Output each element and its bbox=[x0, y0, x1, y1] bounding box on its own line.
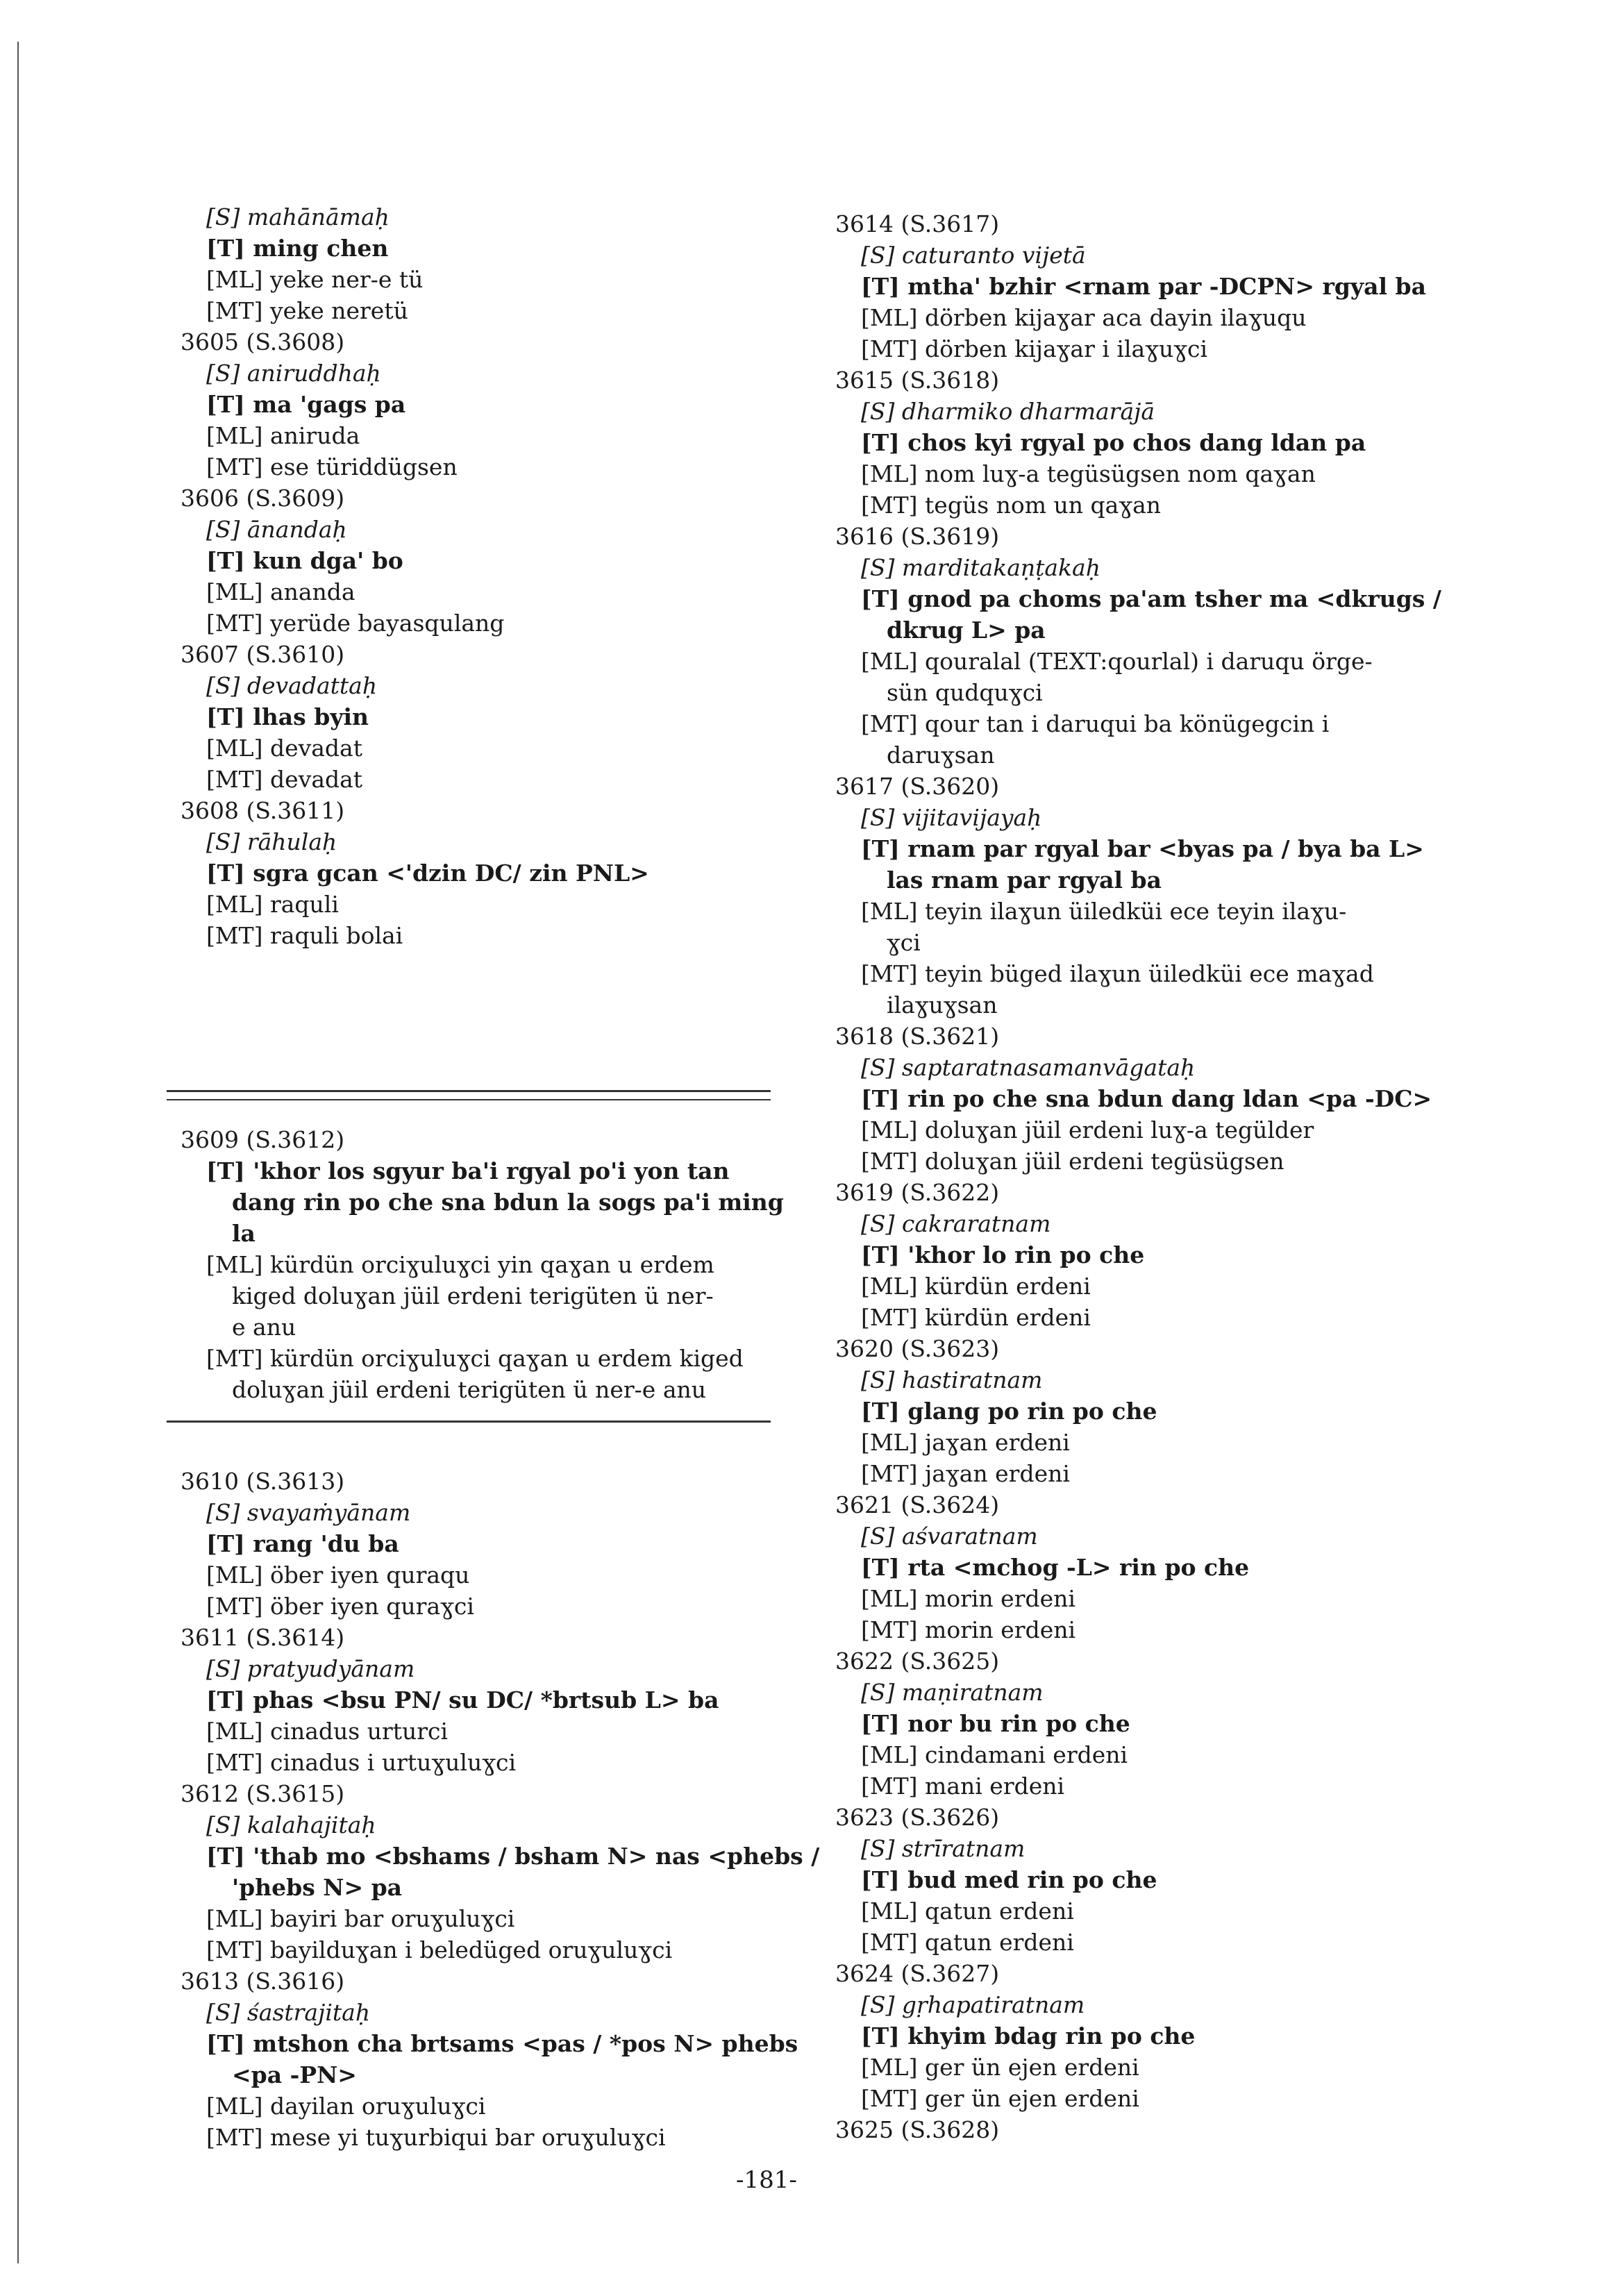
entry-line: [ML] kürdün orciɣuluɣci yin qaɣan u erdem bbox=[206, 1251, 714, 1278]
entry-line: [MT] doluɣan jüil erdeni tegüsügsen bbox=[861, 1148, 1284, 1175]
entry-line: [ML] kürdün erdeni bbox=[861, 1273, 1091, 1300]
entry-line: [T] ming chen bbox=[206, 235, 389, 262]
entry-line: [ML] ananda bbox=[206, 578, 355, 605]
left-entries-top bbox=[154, 201, 800, 951]
entry-line: [T] mtha' bzhir <rnam par -DCPN> rgyal ba bbox=[861, 273, 1426, 300]
entry-line: [MT] teyin büged ilaɣun üiledküi ece maɣad bbox=[861, 960, 1374, 987]
entry-number: 3613 (S.3616) bbox=[181, 1968, 345, 1995]
entry-line: [MT] yeke neretü bbox=[206, 297, 408, 324]
right-column bbox=[809, 208, 1468, 2145]
entry-line: [T] bud med rin po che bbox=[861, 1866, 1157, 1893]
entry-line: [T] 'khor lo rin po che bbox=[861, 1241, 1145, 1268]
entry-line: [MT] ger ün ejen erdeni bbox=[861, 2085, 1139, 2112]
entry-line: [MT] kürdün orciɣuluɣci qaɣan u erdem kiged bbox=[206, 1345, 744, 1372]
entry-line: daruɣsan bbox=[887, 741, 995, 769]
entry-line: [ML] nom luɣ-a tegüsügsen nom qaɣan bbox=[861, 460, 1316, 487]
entry-line: [T] rin po che sna bdun dang ldan <pa -DC> bbox=[861, 1085, 1432, 1112]
entry-line: [T] rta <mchog -L> rin po che bbox=[861, 1554, 1250, 1581]
entry-line: [T] khyim bdag rin po che bbox=[861, 2022, 1196, 2050]
entry-line: [MT] mani erdeni bbox=[861, 1773, 1065, 1800]
entry-line: doluɣan jüil erdeni terigüten ü ner-e anu bbox=[232, 1376, 707, 1403]
entry-line: sün qudquɣci bbox=[887, 679, 1043, 706]
entry-number: 3612 (S.3615) bbox=[181, 1780, 345, 1807]
entry-line: [MT] ese türiddügsen bbox=[206, 453, 458, 480]
entry-line: dang rin po che sna bdun la sogs pa'i ming bbox=[232, 1189, 784, 1216]
entry-number: 3605 (S.3608) bbox=[181, 328, 345, 355]
entry-number: 3619 (S.3622) bbox=[835, 1179, 1000, 1206]
entry-line: [S] gṛhapatiratnam bbox=[861, 1991, 1085, 2018]
entry-line: [T] mtshon cha brtsams <pas / *pos N> phebs bbox=[206, 2030, 798, 2057]
entry-number: 3625 (S.3628) bbox=[835, 2116, 1000, 2143]
entry-line: ɣci bbox=[887, 929, 921, 956]
entry-number: 3620 (S.3623) bbox=[835, 1335, 1000, 1362]
entry-line: [ML] devadat bbox=[206, 735, 362, 762]
entry-line: [S] strīratnam bbox=[861, 1835, 1026, 1862]
entry-line: [S] caturanto vijetā bbox=[861, 242, 1086, 269]
entry-number: 3624 (S.3627) bbox=[835, 1960, 1000, 1987]
entry-line: [T] nor bu rin po che bbox=[861, 1710, 1130, 1737]
entry-line: [T] 'thab mo <bshams / bsham N> nas <phebs / bbox=[206, 1843, 820, 1870]
entry-line: [MT] qatun erdeni bbox=[861, 1929, 1074, 1956]
entry-line: [S] kalahajitaḥ bbox=[206, 1811, 376, 1838]
entry-number: 3618 (S.3621) bbox=[835, 1023, 1000, 1050]
entry-line: kiged doluɣan jüil erdeni terigüten ü ner- bbox=[232, 1282, 714, 1309]
entry-line: [S] aśvaratnam bbox=[861, 1523, 1038, 1550]
box-top-rule bbox=[167, 1090, 771, 1100]
entry-line: [ML] jaɣan erdeni bbox=[861, 1429, 1070, 1456]
entry-line: [MT] qour tan i daruqui ba könügegcin i bbox=[861, 710, 1330, 737]
boxed-entry-3609 bbox=[154, 1124, 800, 1405]
entry-line: [S] aniruddhaḥ bbox=[206, 360, 381, 387]
entry-line: [MT] öber iyen quraɣci bbox=[206, 1593, 474, 1620]
entry-line: [T] rang 'du ba bbox=[206, 1530, 399, 1557]
entry-line: [ML] yeke ner-e tü bbox=[206, 266, 424, 293]
entry-line: [S] śastrajitaḥ bbox=[206, 1999, 371, 2026]
entry-line: e anu bbox=[232, 1314, 296, 1341]
entry-line: [S] pratyudyānam bbox=[206, 1655, 415, 1682]
entry-number: 3608 (S.3611) bbox=[181, 797, 345, 824]
entry-line: [T] ma 'gags pa bbox=[206, 391, 406, 418]
entry-line: [ML] bayiri bar oruɣuluɣci bbox=[206, 1905, 515, 1932]
spacer bbox=[154, 951, 800, 1090]
entry-line: [S] devadattaḥ bbox=[206, 672, 378, 699]
entry-line: [S] dharmiko dharmarājā bbox=[861, 398, 1155, 425]
entry-number: 3610 (S.3613) bbox=[181, 1468, 345, 1495]
entry-line: [MT] raquli bolai bbox=[206, 922, 403, 949]
entry-line: [ML] morin erdeni bbox=[861, 1585, 1075, 1612]
entry-line: [S] vijitavijayaḥ bbox=[861, 804, 1042, 831]
entry-number: 3616 (S.3619) bbox=[835, 523, 1000, 550]
page-number: -181- bbox=[736, 2166, 797, 2194]
entry-number: 3621 (S.3624) bbox=[835, 1491, 1000, 1518]
entry-line: [MT] cinadus i urtuɣuluɣci bbox=[206, 1749, 517, 1776]
entry-number: 3623 (S.3626) bbox=[835, 1804, 1000, 1831]
entry-line: dkrug L> pa bbox=[887, 617, 1046, 644]
entry-number: 3617 (S.3620) bbox=[835, 773, 1000, 800]
entry-number: 3622 (S.3625) bbox=[835, 1648, 1000, 1675]
entry-number: 3607 (S.3610) bbox=[181, 641, 345, 668]
entry-line: [T] chos kyi rgyal po chos dang ldan pa bbox=[861, 429, 1366, 456]
entry-line: [MT] devadat bbox=[206, 766, 363, 793]
entry-line: [S] cakraratnam bbox=[861, 1210, 1051, 1237]
entry-number: 3615 (S.3618) bbox=[835, 367, 1000, 394]
entry-line: [ML] doluɣan jüil erdeni luɣ-a tegülder bbox=[861, 1116, 1314, 1143]
left-entries-bottom bbox=[154, 1466, 820, 2153]
spacer bbox=[154, 1423, 800, 1466]
entry-line: [ML] teyin ilaɣun üiledküi ece teyin ilaɣu- bbox=[861, 898, 1347, 925]
entry-line: [ML] qatun erdeni bbox=[861, 1897, 1074, 1925]
entry-line: [MT] jaɣan erdeni bbox=[861, 1460, 1070, 1487]
left-margin-rule bbox=[17, 42, 19, 2263]
left-column bbox=[154, 201, 820, 2153]
entry-line: [T] lhas byin bbox=[206, 703, 369, 730]
entry-line: [T] sgra gcan <'dzin DC/ zin PNL> bbox=[206, 860, 649, 887]
entry-line: [S] hastiratnam bbox=[861, 1366, 1043, 1393]
entry-line: [T] rnam par rgyal bar <byas pa / bya ba L> bbox=[861, 835, 1424, 862]
entry-line: [ML] qouralal (TEXT:qourlal) i daruqu örge- bbox=[861, 648, 1373, 675]
entry-line: [S] mahānāmaḥ bbox=[206, 203, 390, 231]
entry-line: [S] saptaratnasamanvāgataḥ bbox=[861, 1054, 1196, 1081]
entry-number: 3606 (S.3609) bbox=[181, 485, 345, 512]
entry-line: [T] kun dga' bo bbox=[206, 547, 403, 574]
right-entries bbox=[809, 208, 1468, 2145]
entry-line: [S] marditakaṇṭakaḥ bbox=[861, 554, 1100, 581]
entry-line: [MT] kürdün erdeni bbox=[861, 1304, 1091, 1331]
entry-line: [MT] mese yi tuɣurbiqui bar oruɣuluɣci bbox=[206, 2124, 666, 2151]
entry-line: [T] gnod pa choms pa'am tsher ma <dkrugs / bbox=[861, 585, 1441, 612]
entry-line: [MT] tegüs nom un qaɣan bbox=[861, 492, 1162, 519]
entry-line: [T] glang po rin po che bbox=[861, 1398, 1157, 1425]
entry-line: la bbox=[232, 1220, 256, 1247]
entry-line: <pa -PN> bbox=[232, 2061, 357, 2088]
entry-line: [MT] morin erdeni bbox=[861, 1616, 1076, 1643]
entry-line: ilaɣuɣsan bbox=[887, 991, 998, 1019]
entry-line: [ML] cinadus urturci bbox=[206, 1718, 449, 1745]
entry-line: [MT] bayilduɣan i beledüged oruɣuluɣci bbox=[206, 1936, 673, 1963]
entry-line: [ML] ger ün ejen erdeni bbox=[861, 2054, 1139, 2081]
entry-number: 3614 (S.3617) bbox=[835, 210, 1000, 237]
entry-number: 3609 (S.3612) bbox=[181, 1126, 345, 1153]
entry-line: [S] maṇiratnam bbox=[861, 1679, 1044, 1706]
entry-line: [ML] cindamani erdeni bbox=[861, 1741, 1128, 1768]
entry-line: [S] rāhulaḥ bbox=[206, 828, 337, 855]
entry-line: 'phebs N> pa bbox=[232, 1874, 403, 1901]
entry-line: [ML] dayilan oruɣuluɣci bbox=[206, 2093, 486, 2120]
entry-number: 3611 (S.3614) bbox=[181, 1624, 345, 1651]
entry-line: [MT] dörben kijaɣar i ilaɣuɣci bbox=[861, 335, 1208, 362]
entry-line: [T] 'khor los sgyur ba'i rgyal po'i yon tan bbox=[206, 1157, 730, 1184]
entry-line: [ML] dörben kijaɣar aca dayin ilaɣuqu bbox=[861, 304, 1307, 331]
entry-line: [S] svayaṁyānam bbox=[206, 1499, 411, 1526]
entry-line: [S] ānandaḥ bbox=[206, 516, 347, 543]
entry-line: [ML] aniruda bbox=[206, 422, 360, 449]
entry-line: [ML] raquli bbox=[206, 891, 339, 918]
entry-line: [MT] yerüde bayasqulang bbox=[206, 610, 505, 637]
entry-line: [ML] öber iyen quraqu bbox=[206, 1561, 470, 1589]
entry-line: [T] phas <bsu PN/ su DC/ *brtsub L> ba bbox=[206, 1686, 719, 1713]
entry-line: las rnam par rgyal ba bbox=[887, 866, 1162, 894]
